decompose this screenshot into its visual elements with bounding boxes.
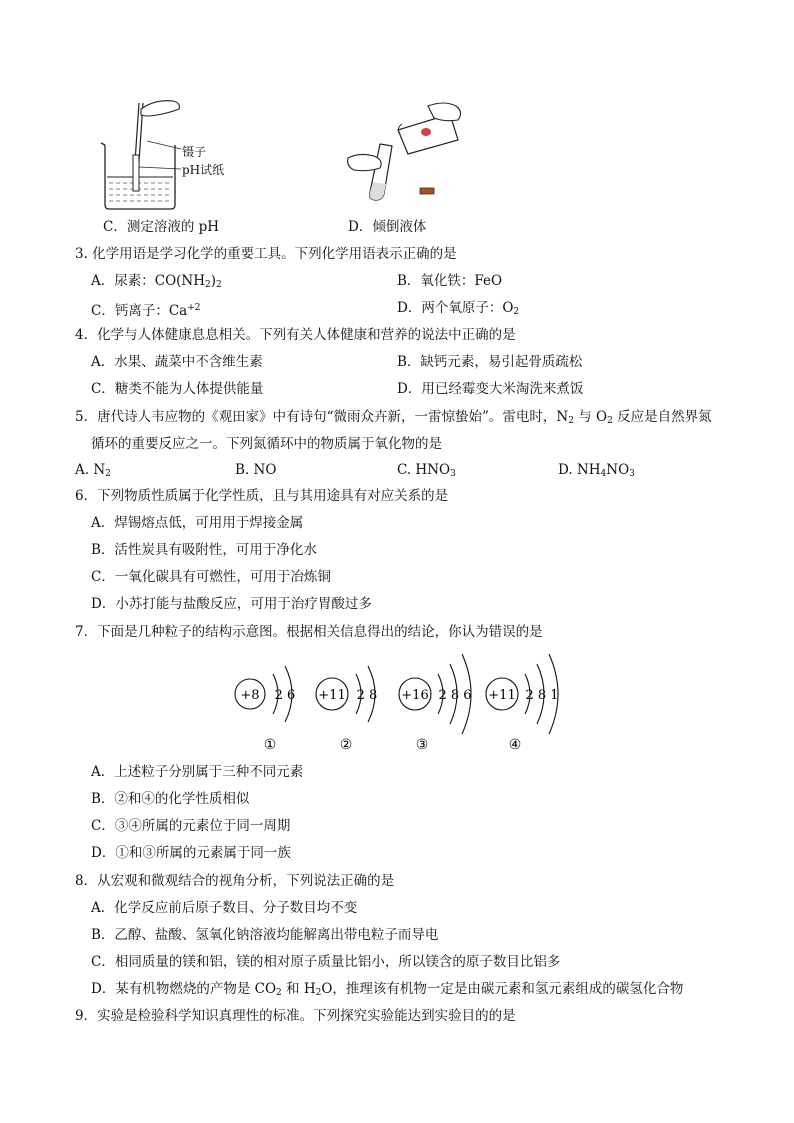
question-4-option-c: C．糖类不能为人体提供能量 [91,381,264,397]
question-6-stem: 6．下列物质性质属于化学性质，且与其用途具有对应关系的是 [75,488,449,504]
question-8-stem: 8．从宏观和微观结合的视角分析，下列说法正确的是 [75,873,395,889]
particle-4-electrons: 2 8 1 [525,688,559,703]
question-5-option-c: C. $HNO_3$ [397,462,456,479]
particle-2-label: ② [339,737,353,753]
particle-4-diagram [486,654,559,753]
particle-4-nucleus: +11 [488,688,516,703]
particle-2-diagram [316,666,377,753]
question-3-option-d: D．两个氧原子：$O_2$ [397,300,520,317]
question-5-stem-line-1: 5．唐代诗人韦应物的《观田家》中有诗句“微雨众卉新，一雷惊蛰始”。雷电时，$N_2$ 与 $O_2$ 反应是自然界氮 [75,409,712,426]
question-8-option-c: C．相同质量的镁和铝，镁的相对原子质量比铝小，所以镁含的原子数目比铝多 [91,954,561,970]
question-4-option-b: B．缺钙元素，易引起骨质疏松 [397,354,583,370]
particle-3-nucleus: +16 [401,688,429,703]
tweezers-label: 镊子 [182,145,207,159]
particle-3-label: ③ [415,737,429,753]
question-4-option-d: D．用已经霉变大米淘洗来煮饭 [397,381,584,397]
question-9-stem: 9．实验是检验科学知识真理性的标准。下列探究实验能达到实验目的的是 [75,1008,516,1024]
question-7-option-a: A．上述粒子分别属于三种不同元素 [91,764,304,780]
atomic-structure-diagrams [225,648,585,760]
question-7-option-b: B．②和④的化学性质相似 [91,791,250,807]
question-7-option-c: C．③④所属的元素位于同一周期 [91,818,291,834]
question-6-option-c: C．一氧化碳具有可燃性，可用于冶炼铜 [91,569,331,585]
particle-1-electrons: 2 6 [274,688,296,703]
particle-3-electrons: 2 8 6 [438,688,472,703]
question-3-option-c: C．钙离子：$Ca^{+2}$ [91,303,201,319]
particle-2-nucleus: +11 [318,688,346,703]
question-7-option-d: D．①和③所属的元素属于同一族 [91,845,291,861]
figure-c-caption: C．测定溶液的 pH [103,219,220,235]
particle-3-diagram [399,654,472,753]
question-3-option-b: B．氧化铁：FeO [397,273,503,289]
question-6-option-b: B．活性炭具有吸附性，可用于净化水 [91,542,317,558]
question-6-option-a: A．焊锡熔点低，可用用于焊接金属 [91,515,304,531]
question-5-option-a: A. $N_2$ [75,462,111,479]
particle-4-label: ④ [508,737,522,753]
pouring-liquid-illustration [340,100,470,210]
question-5-stem-line-2: 循环的重要反应之一。下列氮循环中的物质属于氧化物的是 [91,436,442,452]
question-3-stem: 3. 化学用语是学习化学的重要工具。下列化学用语表示正确的是 [75,246,457,262]
ph-measurement-illustration [95,95,255,215]
question-4-option-a: A．水果、蔬菜中不含维生素 [91,354,263,370]
particle-1-label: ① [263,737,277,753]
question-5-option-b: B. NO [235,462,277,478]
question-4-stem: 4．化学与人体健康息息相关。下列有关人体健康和营养的说法中正确的是 [75,327,516,343]
question-8-option-b: B．乙醇、盐酸、氢氧化钠溶液均能解离出带电粒子而导电 [91,927,439,943]
question-8-option-a: A．化学反应前后原子数目、分子数目均不变 [91,900,358,916]
question-6-option-d: D．小苏打能与盐酸反应，可用于治疗胃酸过多 [91,596,372,612]
ph-paper-label: pH试纸 [182,163,225,177]
question-3-option-a: A．尿素：$CO(NH_2)_2$ [91,273,222,290]
figure-d-caption: D．倾倒液体 [348,219,427,235]
question-8-option-d: D．某有机物燃烧的产物是 $CO_2$ 和 $H_2O$，推理该有机物一定是由碳元素和氢元素组成的碳氢化合物 [91,981,684,998]
question-5-option-d: D. $NH_4NO_3$ [558,462,635,479]
particle-1-diagram [235,666,295,753]
particle-2-electrons: 2 8 [356,688,378,703]
particle-1-nucleus: +8 [240,688,260,703]
question-7-stem: 7．下面是几种粒子的结构示意图。根据相关信息得出的结论，你认为错误的是 [75,624,543,640]
